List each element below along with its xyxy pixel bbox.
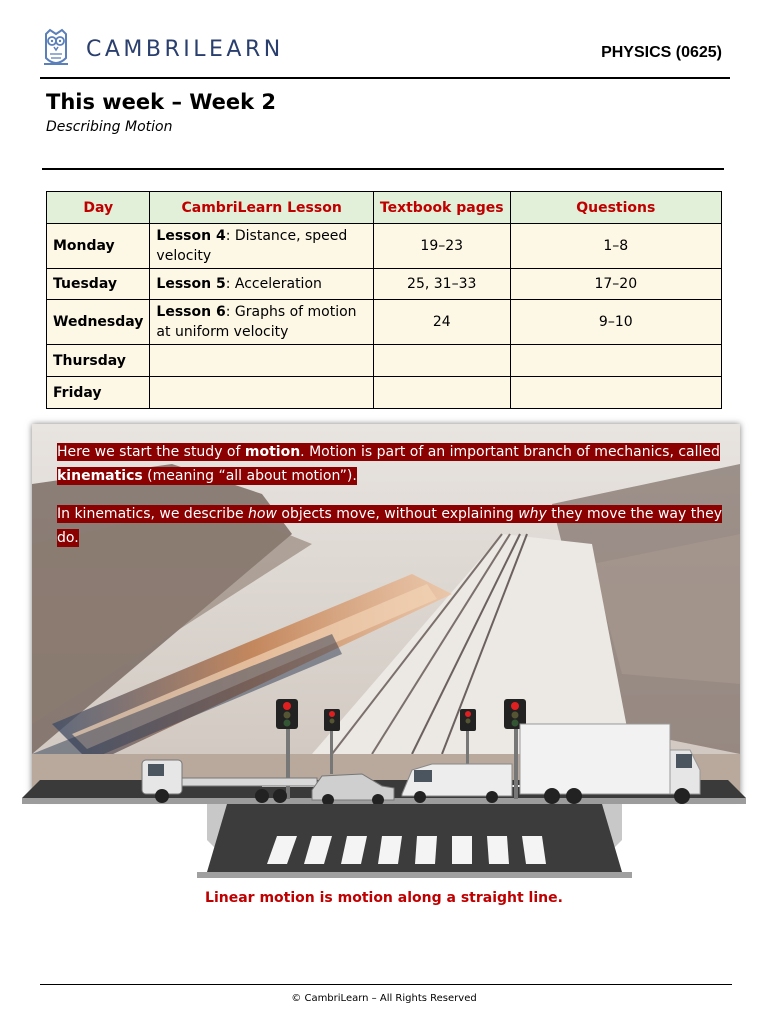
van-icon	[402, 764, 512, 803]
callout-text: they move the way they do.	[57, 506, 722, 546]
header-questions: Questions	[510, 192, 721, 224]
row-pages	[373, 345, 510, 377]
table-header-row	[47, 192, 722, 224]
row-day: Friday	[47, 377, 150, 409]
callout-keyword-kinematics: kinematics	[57, 468, 143, 484]
table-row	[47, 377, 722, 409]
row-pages	[373, 377, 510, 409]
lesson-number: Lesson 4	[156, 228, 226, 244]
subject-label: PHYSICS (0625)	[601, 44, 722, 61]
row-lesson	[150, 224, 373, 269]
callout-emphasis-how: how	[248, 506, 277, 522]
callout-text: objects move, without explaining	[276, 506, 519, 522]
row-day: Monday	[47, 224, 150, 269]
header-divider	[40, 77, 730, 79]
traffic-light-icon	[324, 709, 340, 774]
row-day: Tuesday	[47, 269, 150, 300]
row-pages: 25, 31–33	[373, 269, 510, 300]
row-day: Thursday	[47, 345, 150, 377]
lesson-number: Lesson 5	[156, 276, 226, 292]
row-questions	[510, 345, 721, 377]
header-pages: Textbook pages	[373, 192, 510, 224]
motion-illustration	[22, 424, 746, 880]
callout-text: Here we start the study of	[57, 444, 245, 460]
figure-caption: Linear motion is motion along a straight line.	[205, 890, 563, 906]
callout-keyword-motion: motion	[244, 444, 301, 460]
footer-divider	[40, 984, 732, 985]
page-title: This week – Week 2	[46, 90, 277, 114]
row-questions: 9–10	[510, 300, 721, 345]
lesson-number: Lesson 6	[156, 304, 226, 320]
owl-logo-icon	[40, 28, 72, 68]
header-lesson: CambriLearn Lesson	[150, 192, 373, 224]
callout-text: In kinematics, we describe	[57, 506, 249, 522]
row-lesson	[150, 345, 373, 377]
row-pages: 19–23	[373, 224, 510, 269]
table-row	[47, 224, 722, 269]
row-questions: 17–20	[510, 269, 721, 300]
weekly-schedule-table	[46, 191, 722, 409]
row-questions: 1–8	[510, 224, 721, 269]
callout-text: (meaning “all about motion”).	[142, 468, 357, 484]
title-divider	[42, 168, 724, 170]
row-day: Wednesday	[47, 300, 150, 345]
page-subtitle: Describing Motion	[46, 119, 173, 135]
brand-name: CAMBRILEARN	[86, 36, 284, 62]
truck-icon	[142, 760, 317, 803]
row-pages: 24	[373, 300, 510, 345]
brand-logo	[40, 28, 284, 68]
row-lesson	[150, 377, 373, 409]
row-lesson	[150, 269, 373, 300]
lesson-topic: : Distance, speed velocity	[156, 228, 348, 264]
kinematics-callout	[57, 502, 733, 550]
table-row	[47, 300, 722, 345]
callout-emphasis-why: why	[518, 506, 547, 522]
car-icon	[312, 774, 394, 804]
header-day: Day	[47, 192, 150, 224]
intro-callout	[57, 440, 733, 488]
lesson-topic: : Acceleration	[225, 276, 322, 292]
callout-text: . Motion is part of an important branch of mechanics, called	[300, 444, 720, 460]
copyright-footer: © CambriLearn – All Rights Reserved	[291, 993, 477, 1004]
truck-icon	[520, 724, 700, 804]
lesson-topic: : Graphs of motion at uniform velocity	[156, 304, 357, 340]
row-lesson	[150, 300, 373, 345]
traffic-overlay	[22, 694, 746, 804]
page-header	[40, 28, 730, 78]
table-row	[47, 269, 722, 300]
row-questions	[510, 377, 721, 409]
table-row	[47, 345, 722, 377]
